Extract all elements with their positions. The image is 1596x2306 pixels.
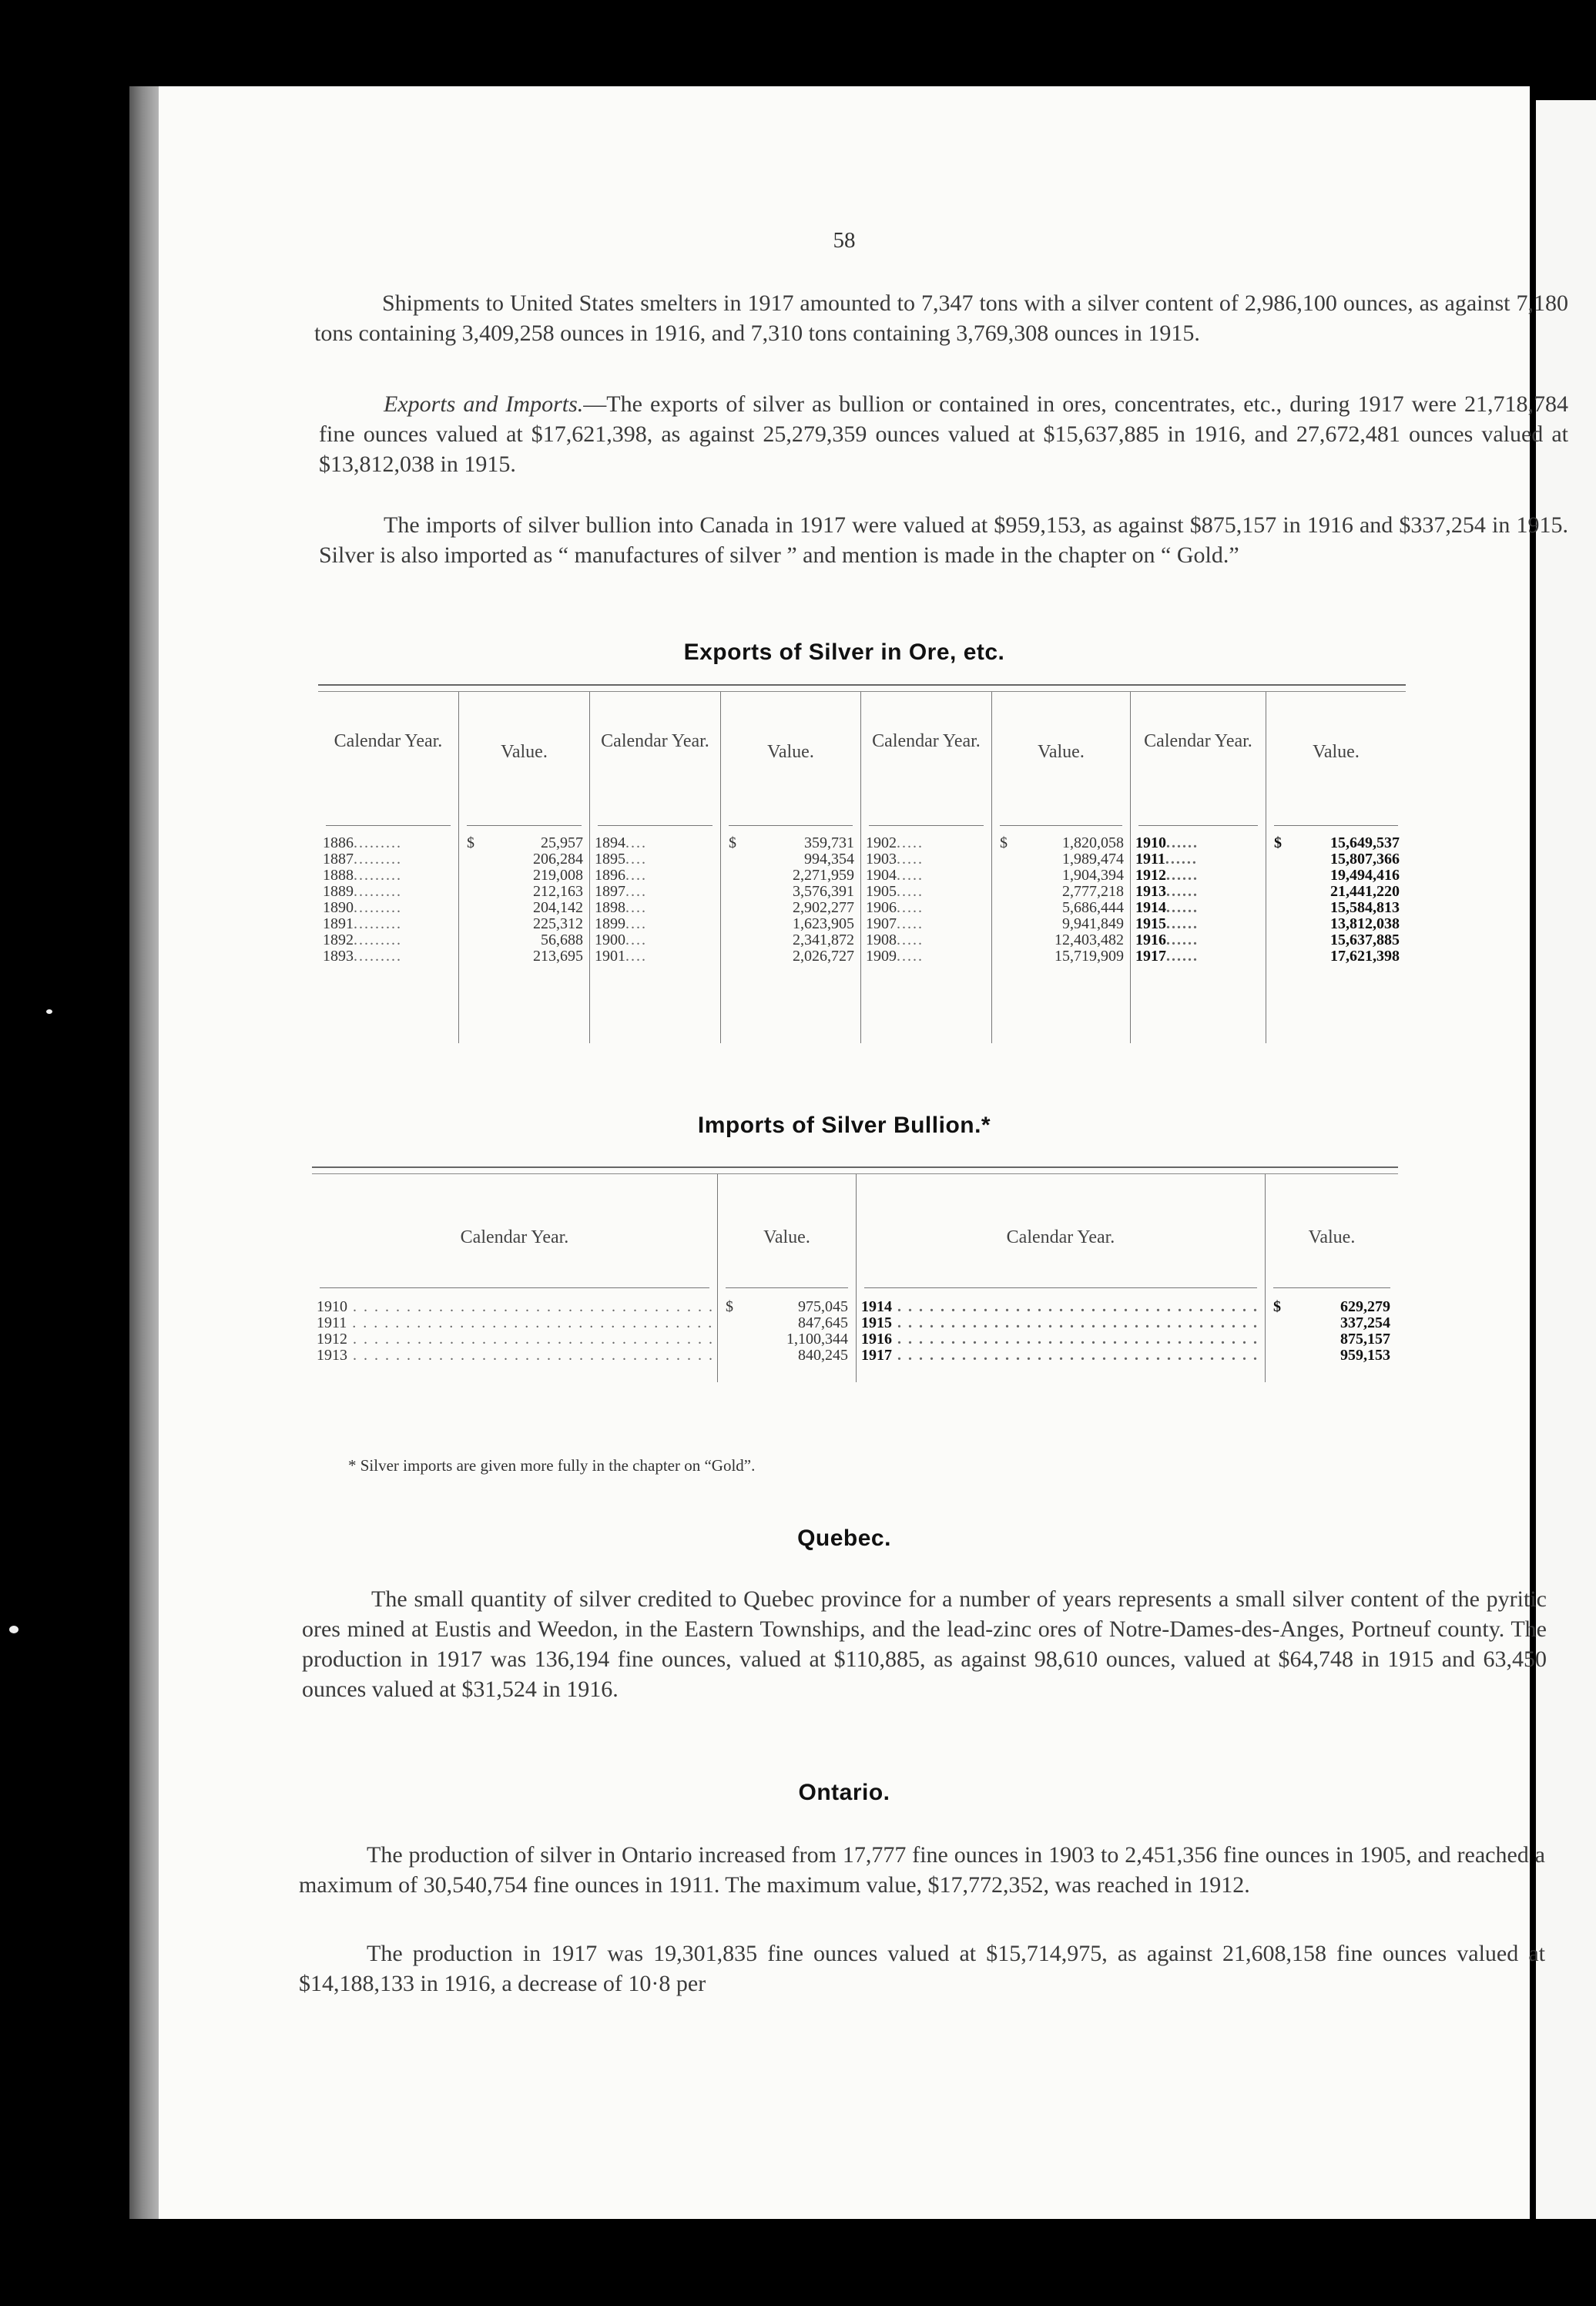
value-label: 12,403,482 [1054, 931, 1124, 948]
exports-table-title: Exports of Silver in Ore, etc. [683, 639, 1005, 665]
leader-dots: . . . . . . . . . . . . . . . . . . . . . . . . . . . . . . . . . . [892, 1347, 1259, 1364]
header-value: Value. [1313, 742, 1360, 762]
year-cell [861, 851, 991, 868]
table-top-rule [312, 1166, 1398, 1174]
value-list [1266, 835, 1406, 965]
value-label: 5,686,444 [1062, 899, 1124, 916]
leader-dots: ..... [897, 899, 924, 916]
year-cell [1131, 851, 1266, 868]
value-label: 206,284 [533, 851, 583, 868]
year-label: 1907 [866, 915, 897, 932]
leader-dots: . . . . . . . . . . . . . . . . . . . . . . . . . . . . . . . . . . [347, 1298, 714, 1315]
year-label: 1915 [1135, 915, 1166, 932]
year-column [312, 1290, 718, 1382]
value-label: 875,157 [1340, 1331, 1390, 1348]
year-label: 1911 [317, 1314, 347, 1331]
year-cell [1131, 900, 1266, 916]
value-label: 2,026,727 [793, 948, 854, 965]
year-cell [590, 884, 720, 900]
year-cell [861, 948, 991, 965]
header-calendar-year: Calendar Year. [1006, 1227, 1115, 1247]
year-list [861, 835, 991, 965]
value-cell [1266, 868, 1406, 884]
table-top-rule [318, 684, 1406, 692]
year-label: 1893 [323, 948, 354, 965]
header-calendar-year: Calendar Year. [1144, 731, 1252, 751]
leader-dots: .... [625, 883, 647, 900]
leader-dots: ..... [897, 883, 924, 900]
exports-body-row [318, 827, 1406, 1043]
imports-footnote: * Silver imports are given more fully in the chapter on “Gold”. [348, 1456, 756, 1475]
year-label: 1896 [595, 867, 625, 884]
year-cell [312, 1348, 717, 1364]
year-label: 1894 [595, 834, 625, 851]
year-label: 1910 [1135, 834, 1166, 851]
value-cell [1266, 1299, 1398, 1315]
leader-dots: ...... [1166, 931, 1199, 948]
header-value: Value. [763, 1227, 810, 1247]
value-cell [459, 851, 589, 868]
year-label: 1889 [323, 883, 354, 900]
header-cell [590, 692, 721, 827]
paragraph-lead: Exports and Imports. [384, 391, 584, 417]
year-label: 1892 [323, 931, 354, 948]
year-cell [318, 916, 458, 932]
value-label: 359,731 [804, 834, 854, 851]
value-cell [1266, 884, 1406, 900]
leader-dots: ...... [1166, 867, 1199, 884]
leader-dots: ......... [354, 899, 402, 916]
value-cell [718, 1299, 856, 1315]
paragraph-body: —The exports of silver as bullion or contained in ores, concentrates, etc., during 1917 were 21,718,784 fine ounces valued at $17,621,398, as against 25,279,359 ounces valued at $15,637,885 in 1916, and 27,672,481 ounces valued at $13,812,038 in 1915. [319, 391, 1568, 477]
value-column [718, 1290, 857, 1382]
year-cell [857, 1331, 1265, 1348]
value-cell [459, 932, 589, 948]
year-label: 1910 [317, 1298, 347, 1315]
year-label: 1898 [595, 899, 625, 916]
header-cell [1131, 692, 1266, 827]
currency-symbol: $ [1273, 1298, 1281, 1315]
leader-dots: .... [625, 899, 647, 916]
year-cell [861, 868, 991, 884]
value-label: 17,621,398 [1330, 948, 1400, 965]
year-label: 1911 [1135, 851, 1165, 868]
leader-dots: ......... [354, 867, 402, 884]
value-list [459, 835, 589, 965]
scan-speck [46, 1009, 52, 1014]
leader-dots: .... [625, 867, 647, 884]
year-label: 1914 [1135, 899, 1166, 916]
leader-dots: .... [625, 834, 647, 851]
header-calendar-year: Calendar Year. [872, 731, 981, 751]
leader-dots: ...... [1166, 899, 1199, 916]
leader-dots: ......... [354, 883, 402, 900]
value-cell [718, 1315, 856, 1331]
header-cell [861, 692, 992, 827]
year-cell [318, 932, 458, 948]
year-list [1131, 835, 1266, 965]
value-label: 219,008 [533, 867, 583, 884]
value-list [718, 1299, 856, 1364]
year-label: 1916 [861, 1331, 892, 1348]
leader-dots: ......... [354, 948, 402, 965]
year-cell [861, 932, 991, 948]
year-label: 1909 [866, 948, 897, 965]
value-label: 840,245 [798, 1347, 848, 1364]
year-cell [1131, 868, 1266, 884]
year-cell [318, 884, 458, 900]
year-label: 1902 [866, 834, 897, 851]
header-value: Value. [1038, 742, 1085, 762]
year-cell [1131, 835, 1266, 851]
value-cell [459, 900, 589, 916]
value-label: 629,279 [1340, 1298, 1390, 1315]
year-label: 1912 [1135, 867, 1166, 884]
year-cell [857, 1348, 1265, 1364]
value-cell [992, 868, 1130, 884]
year-label: 1900 [595, 931, 625, 948]
year-label: 1913 [317, 1347, 347, 1364]
header-calendar-year: Calendar Year. [601, 731, 709, 751]
value-cell [721, 884, 860, 900]
year-cell [861, 884, 991, 900]
currency-symbol: $ [1000, 834, 1008, 851]
year-list [318, 835, 458, 965]
year-label: 1905 [866, 883, 897, 900]
value-label: 13,812,038 [1330, 915, 1400, 932]
currency-symbol: $ [467, 834, 474, 851]
ontario-paragraph-2: The production in 1917 was 19,301,835 fine ounces valued at $15,714,975, as against 21,608,158 fine ounces valued at $14,188,133 in 1916, a decrease of 10·8 per [299, 1941, 1545, 1996]
year-list [857, 1299, 1265, 1364]
leader-dots: ..... [897, 931, 924, 948]
leader-dots: . . . . . . . . . . . . . . . . . . . . . . . . . . . . . . . . . . [347, 1331, 714, 1348]
year-cell [861, 835, 991, 851]
leader-dots: ......... [354, 834, 402, 851]
value-label: 847,645 [798, 1314, 848, 1331]
year-cell [318, 835, 458, 851]
scan-speck [9, 1626, 18, 1633]
value-cell [1266, 1315, 1398, 1331]
year-label: 1903 [866, 851, 897, 868]
header-cell [992, 692, 1131, 827]
value-cell [721, 851, 860, 868]
value-cell [992, 835, 1130, 851]
shipments-paragraph: Shipments to United States smelters in 1917 amounted to 7,347 tons with a silver content of 2,986,100 ounces, as against 7,180 tons containing 3,409,258 ounces in 1916, and 7,310 tons containing 3,769,308 ounces in 1915. [314, 290, 1568, 346]
year-cell [318, 948, 458, 965]
leader-dots: ..... [897, 915, 924, 932]
year-cell [861, 916, 991, 932]
leader-dots: ...... [1166, 883, 1199, 900]
value-label: 15,637,885 [1330, 931, 1400, 948]
value-cell [459, 948, 589, 965]
quebec-heading: Quebec. [797, 1526, 891, 1551]
leader-dots: ..... [897, 834, 924, 851]
leader-dots: ......... [354, 915, 402, 932]
value-label: 3,576,391 [793, 883, 854, 900]
year-cell [590, 932, 720, 948]
year-label: 1917 [861, 1347, 892, 1364]
year-cell [318, 900, 458, 916]
value-column [721, 827, 861, 1043]
year-cell [590, 851, 720, 868]
leader-dots: .... [625, 931, 647, 948]
value-label: 56,688 [541, 931, 583, 948]
value-label: 994,354 [804, 851, 854, 868]
leader-dots: . . . . . . . . . . . . . . . . . . . . . . . . . . . . . . . . . . [892, 1298, 1259, 1315]
year-label: 1897 [595, 883, 625, 900]
currency-symbol: $ [1274, 834, 1282, 851]
year-cell [312, 1315, 717, 1331]
imports-table-title: Imports of Silver Bullion.* [697, 1113, 991, 1138]
value-list [992, 835, 1130, 965]
value-label: 15,807,366 [1330, 851, 1400, 868]
year-list [590, 835, 720, 965]
header-cell [318, 692, 459, 827]
leader-dots: ......... [354, 931, 402, 948]
value-label: 2,341,872 [793, 931, 854, 948]
value-cell [1266, 948, 1406, 965]
year-cell [857, 1299, 1265, 1315]
value-cell [992, 884, 1130, 900]
value-cell [721, 948, 860, 965]
leader-dots: ..... [897, 948, 924, 965]
year-label: 1906 [866, 899, 897, 916]
year-label: 1891 [323, 915, 354, 932]
value-label: 212,163 [533, 883, 583, 900]
value-cell [718, 1348, 856, 1364]
year-label: 1917 [1135, 948, 1166, 965]
value-label: 2,902,277 [793, 899, 854, 916]
leader-dots: ...... [1166, 915, 1199, 932]
value-cell [721, 932, 860, 948]
value-label: 1,100,344 [786, 1331, 848, 1348]
value-column [992, 827, 1131, 1043]
value-cell [1266, 900, 1406, 916]
leader-dots: . . . . . . . . . . . . . . . . . . . . . . . . . . . . . . . . . . [892, 1331, 1259, 1348]
imports-body-row [312, 1290, 1398, 1382]
year-cell [318, 868, 458, 884]
value-cell [721, 835, 860, 851]
year-cell [1131, 884, 1266, 900]
value-label: 204,142 [533, 899, 583, 916]
header-cell [721, 692, 861, 827]
value-label: 19,494,416 [1330, 867, 1400, 884]
exports-imports-paragraph [319, 389, 1568, 479]
value-label: 1,820,058 [1062, 834, 1124, 851]
year-label: 1890 [323, 899, 354, 916]
value-cell [992, 900, 1130, 916]
leader-dots: ..... [897, 851, 924, 868]
exports-table [318, 684, 1406, 1043]
value-column [1266, 827, 1406, 1043]
value-column [1266, 1290, 1398, 1382]
header-cell [857, 1174, 1266, 1290]
header-calendar-year: Calendar Year. [334, 731, 443, 751]
year-cell [590, 835, 720, 851]
year-label: 1915 [861, 1314, 892, 1331]
year-cell [318, 851, 458, 868]
header-cell [1266, 692, 1406, 827]
year-label: 1913 [1135, 883, 1166, 900]
value-label: 2,777,218 [1062, 883, 1124, 900]
ontario-paragraph-1: The production of silver in Ontario increased from 17,777 fine ounces in 1903 to 2,451,356 fine ounces in 1905, and reached a maximum of 30,540,754 fine ounces in 1911. The maximum value, $17,772,352, was reached in 1912. [299, 1842, 1545, 1898]
year-cell [857, 1315, 1265, 1331]
value-label: 25,957 [541, 834, 583, 851]
value-cell [992, 916, 1130, 932]
value-cell [1266, 932, 1406, 948]
value-label: 337,254 [1340, 1314, 1390, 1331]
year-cell [312, 1331, 717, 1348]
year-label: 1886 [323, 834, 354, 851]
year-cell [590, 948, 720, 965]
header-cell [718, 1174, 857, 1290]
year-cell [590, 900, 720, 916]
quebec-paragraph: The small quantity of silver credited to Quebec province for a number of years represents a small silver content of the pyritic ores mined at Eustis and Weedon, in the Eastern Townships, and the lead-zinc ores of Notre-Dames-des-Anges, Portneuf county. The production in 1917 was 136,194 fine ounces, valued at $110,885, as against 98,610 ounces, valued at $64,748 in 1915 and 63,450 ounces valued at $31,524 in 1916. [302, 1586, 1547, 1702]
year-label: 1904 [866, 867, 897, 884]
year-column [857, 1290, 1266, 1382]
value-label: 15,649,537 [1330, 834, 1400, 851]
year-column [861, 827, 992, 1043]
value-label: 2,271,959 [793, 867, 854, 884]
leader-dots: ..... [897, 867, 924, 884]
leader-dots: . . . . . . . . . . . . . . . . . . . . . . . . . . . . . . . . . . [347, 1347, 714, 1364]
header-value: Value. [1308, 1227, 1356, 1247]
header-value: Value. [501, 742, 548, 762]
value-cell [459, 916, 589, 932]
year-label: 1912 [317, 1331, 347, 1348]
imports-header-row [312, 1174, 1398, 1290]
value-cell [459, 868, 589, 884]
page-number: 58 [833, 228, 856, 253]
value-cell [992, 851, 1130, 868]
value-cell [1266, 1348, 1398, 1364]
value-cell [459, 835, 589, 851]
year-column [590, 827, 721, 1043]
year-cell [1131, 948, 1266, 965]
value-label: 1,989,474 [1062, 851, 1124, 868]
value-cell [1266, 1331, 1398, 1348]
year-label: 1899 [595, 915, 625, 932]
leader-dots: . . . . . . . . . . . . . . . . . . . . . . . . . . . . . . . . . . [347, 1314, 714, 1331]
year-cell [861, 900, 991, 916]
year-cell [590, 868, 720, 884]
header-calendar-year: Calendar Year. [460, 1227, 569, 1247]
value-cell [1266, 851, 1406, 868]
value-column [459, 827, 590, 1043]
value-label: 9,941,849 [1062, 915, 1124, 932]
year-label: 1888 [323, 867, 354, 884]
year-cell [312, 1299, 717, 1315]
value-list [1266, 1299, 1398, 1364]
year-label: 1916 [1135, 931, 1166, 948]
leader-dots: ...... [1165, 851, 1198, 868]
value-cell [1266, 835, 1406, 851]
year-cell [1131, 932, 1266, 948]
value-label: 21,441,220 [1330, 883, 1400, 900]
leader-dots: ...... [1166, 948, 1199, 965]
value-cell [1266, 916, 1406, 932]
imports-table [312, 1166, 1398, 1382]
value-cell [721, 916, 860, 932]
year-label: 1908 [866, 931, 897, 948]
value-label: 213,695 [533, 948, 583, 965]
year-list [312, 1299, 717, 1364]
leader-dots: ...... [1166, 834, 1199, 851]
header-cell [1266, 1174, 1398, 1290]
year-label: 1895 [595, 851, 625, 868]
exports-header-row [318, 692, 1406, 827]
imports-paragraph: The imports of silver bullion into Canada in 1917 were valued at $959,153, as against $875,157 in 1916 and $337,254 in 1915. Silver is also imported as “ manufactures of silver ” and mention is made in the chapter on “ Gold.” [319, 512, 1568, 568]
value-label: 15,719,909 [1054, 948, 1124, 965]
value-label: 1,904,394 [1062, 867, 1124, 884]
value-cell [721, 900, 860, 916]
leader-dots: .... [625, 915, 647, 932]
value-cell [459, 884, 589, 900]
value-label: 225,312 [533, 915, 583, 932]
header-cell [459, 692, 590, 827]
leader-dots: ......... [354, 851, 402, 868]
header-cell [312, 1174, 718, 1290]
value-label: 959,153 [1340, 1347, 1390, 1364]
year-cell [590, 916, 720, 932]
value-cell [992, 932, 1130, 948]
value-cell [992, 948, 1130, 965]
currency-symbol: $ [729, 834, 736, 851]
ontario-heading: Ontario. [798, 1780, 890, 1805]
currency-symbol: $ [726, 1298, 733, 1315]
year-label: 1887 [323, 851, 354, 868]
year-cell [1131, 916, 1266, 932]
value-label: 15,584,813 [1330, 899, 1400, 916]
value-cell [718, 1331, 856, 1348]
year-column [1131, 827, 1266, 1043]
leader-dots: .... [625, 851, 647, 868]
value-label: 1,623,905 [793, 915, 854, 932]
value-cell [721, 868, 860, 884]
document-page [159, 86, 1568, 2219]
leader-dots: .... [625, 948, 647, 965]
year-column [318, 827, 459, 1043]
year-label: 1901 [595, 948, 625, 965]
scan-edge [129, 86, 162, 2219]
year-label: 1914 [861, 1298, 892, 1315]
leader-dots: . . . . . . . . . . . . . . . . . . . . . . . . . . . . . . . . . . [892, 1314, 1259, 1331]
value-label: 975,045 [798, 1298, 848, 1315]
value-list [721, 835, 860, 965]
header-value: Value. [767, 742, 814, 762]
